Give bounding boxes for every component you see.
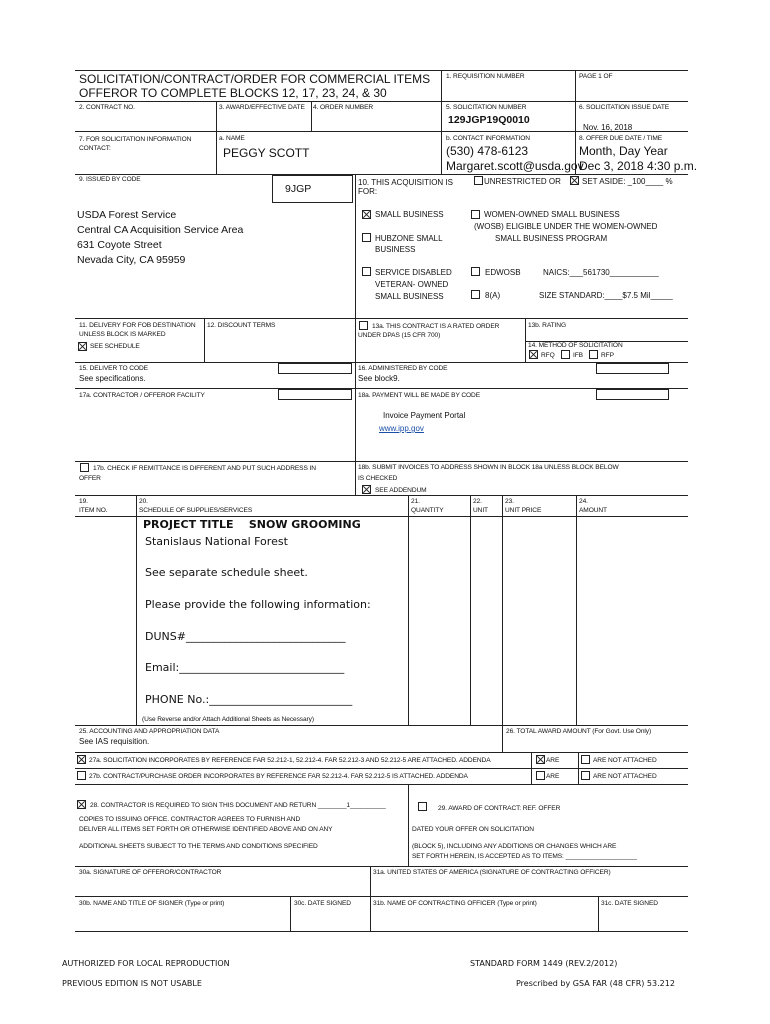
amount-header: AMOUNT <box>579 507 607 514</box>
27b-are-not-label: ARE NOT ATTACHED <box>593 773 657 780</box>
item-no-header-num: 19. <box>79 498 88 505</box>
27a-are-checkbox[interactable] <box>536 755 545 764</box>
dated-offer-label: DATED YOUR OFFER ON SOLICITATION <box>412 826 534 833</box>
remittance-label-line1: 17b. CHECK IF REMITTANCE IS DIFFERENT AND PUT SUCH ADDRESS IN <box>93 465 316 472</box>
see-addendum-checkbox[interactable] <box>362 485 371 494</box>
issued-by-address-line4: Nevada City, CA 95959 <box>77 254 186 266</box>
rated-order-checkbox[interactable] <box>359 321 368 330</box>
copies-text-line3: ADDITIONAL SHEETS SUBJECT TO THE TERMS AND CONDITIONS SPECIFIED <box>79 843 318 850</box>
small-business-checkbox[interactable] <box>362 210 371 219</box>
quantity-header: QUANTITY <box>411 507 444 514</box>
hubzone-label-line1: HUBZONE SMALL <box>375 234 443 243</box>
issue-date-label: 6. SOLICITATION ISSUE DATE <box>579 104 670 111</box>
footer-prescribed-by: Prescribed by GSA FAR (48 CFR) 53.212 <box>516 979 675 988</box>
administered-by-value: See block9. <box>358 374 400 383</box>
submit-invoices-label-line1: 18b. SUBMIT INVOICES TO ADDRESS SHOWN IN BLOCK 18a UNLESS BLOCK BELOW <box>358 464 619 471</box>
invoice-portal-link[interactable]: www.ipp.gov <box>379 424 424 433</box>
issued-by-label: 9. ISSUED BY CODE <box>79 176 141 183</box>
eight-a-checkbox[interactable] <box>471 290 480 299</box>
rfq-checkbox[interactable] <box>529 350 538 359</box>
contractor-facility-label: 17a. CONTRACTOR / OFFEROR FACILITY <box>79 392 205 399</box>
contract-27b-checkbox[interactable] <box>77 771 86 780</box>
contractor-code-box[interactable] <box>278 389 352 400</box>
wosb-label-line2: (WOSB) ELIGIBLE UNDER THE WOMEN-OWNED <box>474 222 658 231</box>
27b-are-label: ARE <box>546 773 560 780</box>
remittance-checkbox[interactable] <box>80 463 89 472</box>
edwosb-label: EDWOSB <box>485 268 521 277</box>
rating-label: 13b. RATING <box>528 322 566 329</box>
form-subtitle: OFFEROR TO COMPLETE BLOCKS 12, 17, 23, 24, & 30 <box>79 86 387 100</box>
solicitation-number: 129JGP19Q0010 <box>448 114 530 126</box>
contract-27b-text: 27b. CONTRACT/PURCHASE ORDER INCORPORATES BY REFERENCE FAR 52.212-4. FAR 52.212-5 IS ATTACHED. ADDENDA <box>89 773 468 780</box>
issued-by-address-line1: USDA Forest Service <box>77 209 177 221</box>
issued-by-address-line3: 631 Coyote Street <box>77 239 162 251</box>
offer-due-label: 8. OFFER DUE DATE / TIME <box>579 135 663 142</box>
see-schedule-checkbox[interactable] <box>78 342 87 351</box>
method-label: 14. METHOD OF SOLICITATION <box>528 342 623 349</box>
unit-price-header-num: 23. <box>505 498 514 505</box>
requisition-number-label: 1. REQUISITION NUMBER <box>446 73 525 80</box>
form-title: SOLICITATION/CONTRACT/ORDER FOR COMMERCIAL ITEMS <box>79 72 431 86</box>
size-standard-field: SIZE STANDARD:____$7.5 Mil_____ <box>539 291 673 300</box>
accounting-label: 25. ACCOUNTING AND APPROPRIATION DATA <box>79 728 220 735</box>
27a-are-not-checkbox[interactable] <box>581 755 590 764</box>
contractor-sign-checkbox[interactable] <box>77 800 86 809</box>
deliver-to-code-box[interactable] <box>278 363 352 374</box>
unrestricted-checkbox[interactable] <box>474 176 483 185</box>
see-schedule-label: SEE SCHEDULE <box>90 343 140 350</box>
27b-are-checkbox[interactable] <box>536 771 545 780</box>
solicitation-info-label: 7. FOR SOLICITATION INFORMATION CONTACT: <box>79 136 192 152</box>
27b-are-not-checkbox[interactable] <box>581 771 590 780</box>
rfq-label: RFQ <box>541 352 555 359</box>
deliver-to-value: See specifications. <box>79 374 146 383</box>
edwosb-checkbox[interactable] <box>471 267 480 276</box>
copies-text-line1: COPIES TO ISSUING OFFICE. CONTRACTOR AGREES TO FURNISH AND <box>79 816 301 823</box>
issued-by-code-box[interactable] <box>272 175 353 203</box>
payment-by-label: 18a. PAYMENT WILL BE MADE BY CODE <box>358 392 481 399</box>
accounting-value: See IAS requisition. <box>79 737 150 746</box>
delivery-fob-label-line1: 11. DELIVERY FOR FOB DESTINATION <box>79 322 196 329</box>
contact-name: PEGGY SCOTT <box>223 146 310 160</box>
unrestricted-label: UNRESTRICTED OR <box>484 177 561 186</box>
amount-header-num: 24. <box>579 498 588 505</box>
offer-due-format: Month, Day Year <box>579 144 668 158</box>
contractor-sign-label: 28. CONTRACTOR IS REQUIRED TO SIGN THIS DOCUMENT AND RETURN ________1__________ <box>90 802 386 809</box>
sdvosb-label-line2: VETERAN- OWNED <box>375 280 449 289</box>
contracting-officer-label: 31b. NAME OF CONTRACTING OFFICER (Type or print) <box>373 900 537 907</box>
administered-by-code-box[interactable] <box>596 363 669 374</box>
contact-name-label: a. NAME <box>219 135 245 142</box>
acquisition-label: 10. THIS ACQUISITION IS <box>358 178 453 187</box>
sdvosb-label-line3: SMALL BUSINESS <box>375 292 444 301</box>
supplies-header: SCHEDULE OF SUPPLIES/SERVICES <box>139 507 253 514</box>
footer-previous-edition: PREVIOUS EDITION IS NOT USABLE <box>62 979 202 988</box>
rated-order-label-line1: 13a. THIS CONTRACT IS A RATED ORDER <box>372 323 500 330</box>
offer-due-date: Dec 3, 2018 4:30 p.m. <box>579 159 698 173</box>
solicitation-number-label: 5. SOLICITATION NUMBER <box>446 104 527 111</box>
hubzone-checkbox[interactable] <box>362 233 371 242</box>
27a-are-not-label: ARE NOT ATTACHED <box>593 757 657 764</box>
deliver-to-label: 15. DELIVER TO CODE <box>79 365 148 372</box>
small-business-label: SMALL BUSINESS <box>375 210 444 219</box>
block5-text-line2: SET FORTH HEREIN, IS ACCEPTED AS TO ITEMS: ____________________ <box>412 853 637 860</box>
issued-by-code: 9JGP <box>285 183 312 195</box>
unit-header-num: 22. <box>473 498 482 505</box>
provide-info-text: Please provide the following information: <box>145 598 371 611</box>
ifb-label: IFB <box>573 352 583 359</box>
solicitation-27a-checkbox[interactable] <box>77 755 86 764</box>
quantity-header-num: 21. <box>411 498 420 505</box>
rfp-checkbox[interactable] <box>589 350 598 359</box>
usa-signature-label: 31a. UNITED STATES OF AMERICA (SIGNATURE OF CONTRACTING OFFICER) <box>373 869 611 876</box>
remittance-label-line2: OFFER <box>79 475 101 482</box>
copies-text-line2: DELIVER ALL ITEMS SET FORTH OR OTHERWISE IDENTIFIED ABOVE AND ON ANY <box>79 826 333 833</box>
signer-name-label: 30b. NAME AND TITLE OF SIGNER (Type or print) <box>79 900 225 907</box>
item-no-header: ITEM NO. <box>79 507 108 514</box>
sdvosb-label-line1: SERVICE DISABLED <box>375 268 452 277</box>
administered-by-label: 16. ADMINISTERED BY CODE <box>358 365 448 372</box>
footer-standard-form: STANDARD FORM 1449 (REV.2/2012) <box>470 959 618 968</box>
supplies-header-num: 20. <box>139 498 148 505</box>
block5-text-line1: (BLOCK 5), INCLUDING ANY ADDITIONS OR CHANGES WHICH ARE <box>412 843 617 850</box>
delivery-fob-label-line2: UNLESS BLOCK IS MARKED <box>79 331 166 338</box>
invoice-portal-label: Invoice Payment Portal <box>383 411 466 420</box>
email-field[interactable]: Email:______________________________ <box>145 661 345 674</box>
project-title: PROJECT TITLE SNOW GROOMING <box>143 518 361 531</box>
solicitation-27a-text: 27a. SOLICITATION INCORPORATES BY REFERENCE FAR 52.212-1, 52.212-4. FAR 52.212-3 AND 52.212-5 ARE ATTACHED. ADDENDA <box>89 757 491 764</box>
contact-phone: (530) 478-6123 <box>446 144 529 158</box>
contact-email: Margaret.scott@usda.gov <box>446 159 584 173</box>
wosb-checkbox[interactable] <box>471 210 480 219</box>
offeror-signature-label: 30a. SIGNATURE OF OFFEROR/CONTRACTOR <box>79 869 222 876</box>
wosb-label-line1: WOMEN-OWNED SMALL BUSINESS <box>484 210 620 219</box>
27a-are-label: ARE <box>546 757 560 764</box>
see-addendum-label: SEE ADDENDUM <box>375 487 427 494</box>
issue-date: Nov. 16, 2018 <box>583 123 633 132</box>
unit-header: UNIT <box>473 507 488 514</box>
unit-price-header: UNIT PRICE <box>505 507 542 514</box>
sdvosb-checkbox[interactable] <box>362 267 371 276</box>
submit-invoices-label-line2: IS CHECKED <box>358 475 398 482</box>
reverse-note: (Use Reverse and/or Attach Additional Sheets as Necessary) <box>142 716 314 723</box>
see-schedule-sheet: See separate schedule sheet. <box>145 566 308 579</box>
eight-a-label: 8(A) <box>485 291 501 300</box>
contract-no-label: 2. CONTRACT NO. <box>79 104 135 111</box>
phone-field[interactable]: PHONE No.:__________________________ <box>145 693 353 706</box>
acquisition-for-label: FOR: <box>358 187 378 196</box>
payment-code-box[interactable] <box>596 389 669 400</box>
naics-field: NAICS:___561730___________ <box>543 268 659 277</box>
rfp-label: RFP <box>601 352 614 359</box>
set-aside-checkbox[interactable] <box>570 176 579 185</box>
footer-authorized: AUTHORIZED FOR LOCAL REPRODUCTION <box>62 959 230 968</box>
award-contract-label: 29. AWARD OF CONTRACT: REF. OFFER <box>438 805 561 812</box>
rated-order-label-line2: UNDER DPAS (15 CFR 700) <box>358 332 441 339</box>
wosb-label-line3: SMALL BUSINESS PROGRAM <box>495 234 608 243</box>
award-date-label: 3. AWARD/EFFECTIVE DATE <box>219 104 305 111</box>
ifb-checkbox[interactable] <box>561 350 570 359</box>
discount-terms-label: 12. DISCOUNT TERMS <box>207 322 276 329</box>
total-award-label: 26. TOTAL AWARD AMOUNT (For Govt. Use Only) <box>506 728 652 735</box>
forest-name: Stanislaus National Forest <box>145 535 288 548</box>
contact-info-label: b. CONTACT INFORMATION <box>446 135 530 142</box>
set-aside-label: SET ASIDE: _100____ % <box>582 177 673 186</box>
offeror-date-signed-label: 30c. DATE SIGNED <box>294 900 351 907</box>
hubzone-label-line2: BUSINESS <box>375 245 416 254</box>
issued-by-address-line2: Central CA Acquisition Service Area <box>77 224 244 236</box>
order-number-label: 4. ORDER NUMBER <box>313 104 374 111</box>
page-label: PAGE 1 OF <box>579 73 613 80</box>
duns-field[interactable]: DUNS#_____________________________ <box>145 630 346 643</box>
officer-date-signed-label: 31c. DATE SIGNED <box>601 900 658 907</box>
award-contract-checkbox[interactable] <box>418 802 427 811</box>
